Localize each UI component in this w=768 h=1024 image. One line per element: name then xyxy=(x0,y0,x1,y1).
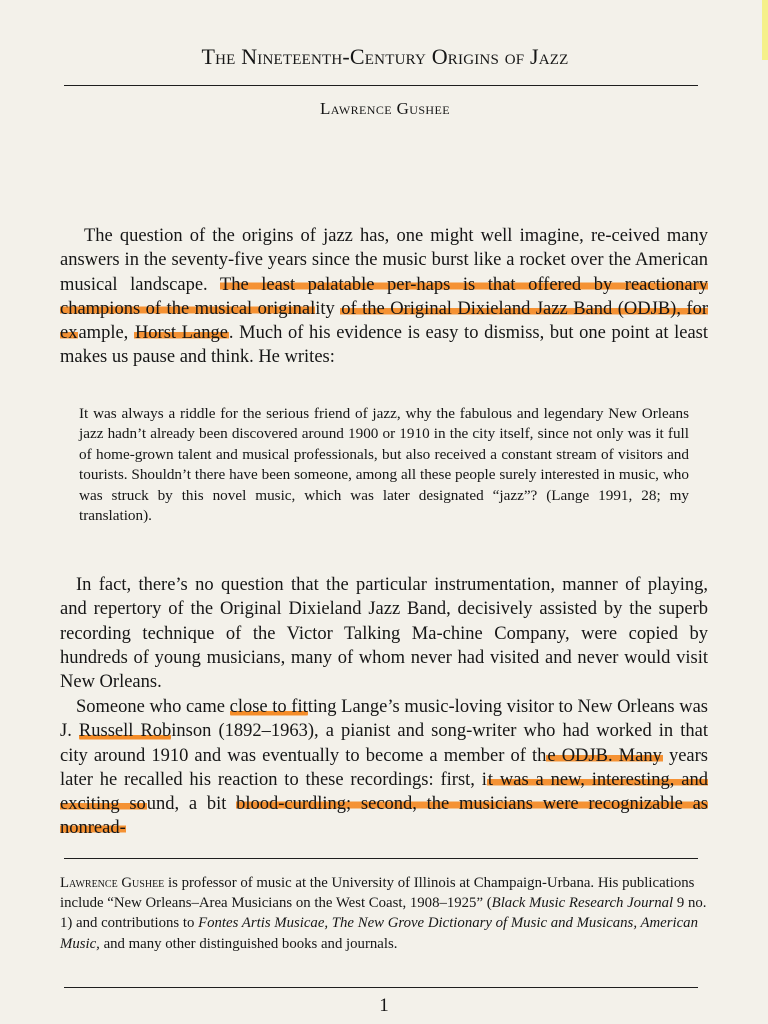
p3-highlight-3: e ODJB. Many xyxy=(547,745,662,766)
p1-text-a: The question of the origins of jazz has, one might well imagine, re-ceived many answers in the seventy-five years since the music burst like a rocket over the American musical landscape. xyxy=(60,226,708,295)
p1-highlight-3: Horst Lange xyxy=(134,323,228,344)
author-name: Lawrence Gushee xyxy=(320,99,450,118)
footnote-rule xyxy=(64,858,698,859)
sticky-note-edge xyxy=(762,0,768,60)
footnote-journal-2: Fontes Artis Musicae, The New Grove Dictionary of Music and Musicans, American Music, xyxy=(60,915,698,952)
author-footnote xyxy=(60,873,710,954)
block-quote: It was always a riddle for the serious friend of jazz, why the fabulous and legendary New Orleans jazz hadn’t already been discovered around 1900 or 1910 in the city itself, since not only was it full of home-grown talent and musical professionals, but also received a constant stream of visitors and tourists. Shouldn’t there have been someone, among all these people surely interested in music, who was struck by this novel music, which was later designated “jazz”? (Lange 1991, 28; my translation). xyxy=(79,405,689,525)
p3-highlight-2: Russell Rob xyxy=(78,721,172,742)
page-number: 1 xyxy=(379,995,389,1016)
p1-text-d: . Much of his evidence is easy to dismiss, but one point at least makes us pause and think. He writes: xyxy=(60,323,708,368)
p3-text-a: Someone who came xyxy=(76,697,230,717)
paragraph-1 xyxy=(60,224,708,370)
p1-highlight-2: of the Original Dixieland Jazz Band (ODJB), for ex xyxy=(60,298,709,344)
title-rule xyxy=(64,85,698,86)
p3-highlight-5: blood-curdling; second, the musicians were recognizable as nonread- xyxy=(60,794,709,839)
p1-text-c: ample, xyxy=(78,323,134,344)
chapter-title: The Nineteenth-Century Origins of Jazz xyxy=(201,44,569,69)
paragraph-3 xyxy=(60,695,708,841)
footnote-text-3: and many other distinguished books and journals. xyxy=(99,935,398,952)
p3-text-e: und, a bit xyxy=(146,794,237,815)
paragraph-2: In fact, there’s no question that the particular instrumentation, manner of playing, and repertory of the Original Dixieland Jazz Band, decisively assisted by the superb recording technique of the Victor Talking Ma-chine Company, were copied by hundreds of young musicians, many of whom never had visited and never would visit New Orleans. xyxy=(60,575,708,693)
p3-text-d: years later he recalled his reaction to these recordings: first, i xyxy=(60,745,708,790)
p3-highlight-1: close to fit xyxy=(229,697,308,717)
footnote-text-1: is professor of music at the University of Illinois at Champaign-Urbana. His publications include “New Orleans–Area Musicians on the West Coast, 1908–1925” ( xyxy=(60,875,695,912)
bottom-rule xyxy=(64,987,698,988)
p1-highlight-1: The least palatable per-haps is that offered by reactionary champions of the musical original xyxy=(60,274,708,319)
footnote-author-name: Lawrence Gushee xyxy=(60,875,165,891)
p3-text-b: ting Lange’s music-loving visitor to New Orleans was J. xyxy=(60,697,708,742)
p3-text-c: inson (1892–1963), a pianist and song-writer who had worked in that city around 1910 and was eventually to become a member of th xyxy=(60,721,708,766)
footnote-text-2: 9 no. 1) and contributions to xyxy=(60,895,707,932)
footnote-journal-1: Black Music Research Journal xyxy=(491,895,674,912)
p1-text-b: ity xyxy=(315,298,341,319)
p3-highlight-4: t was a new, interesting, and exciting so xyxy=(60,769,708,815)
